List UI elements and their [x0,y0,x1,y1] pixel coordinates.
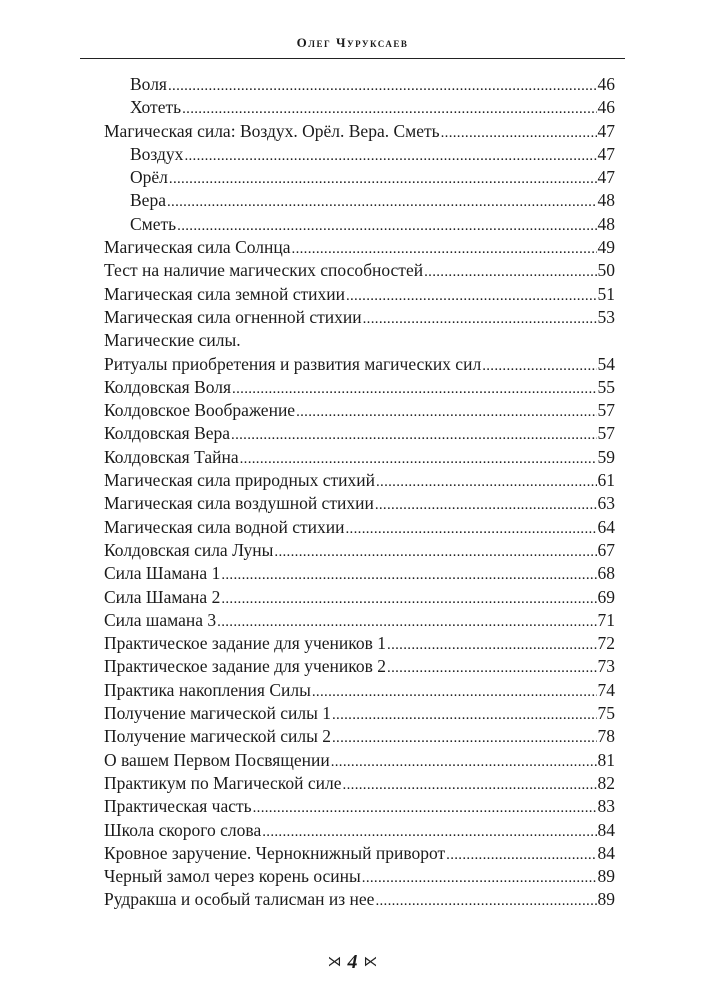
toc-dot-leader [424,261,596,284]
toc-entry-page: 46 [597,97,615,118]
toc-entry[interactable] [104,469,615,492]
toc-entry-page: 51 [597,283,615,304]
toc-entry[interactable] [104,516,615,539]
toc-entry-page: 89 [597,866,615,887]
toc-dot-leader [362,867,597,890]
toc-dot-leader [292,238,597,261]
toc-entry-page: 74 [597,679,615,700]
toc-entry-title: Колдовское Воображение [104,400,296,421]
toc-dot-leader [387,657,596,680]
toc-dot-leader [376,471,597,494]
toc-entry-page: 82 [597,772,615,793]
toc-entry[interactable] [104,236,615,259]
toc-entry-page: 61 [597,470,615,491]
toc-entry[interactable] [104,73,615,96]
toc-entry[interactable] [104,446,615,469]
toc-entry[interactable] [104,399,615,422]
running-header-author: Олег Чуруксаев [296,35,409,50]
toc-entry-title: Колдовская сила Луны [104,539,274,560]
ornament-right-icon: ⋉ [363,955,378,970]
toc-entry[interactable] [104,143,615,166]
toc-entry-title: Сила шамана 3 [104,609,217,630]
toc-dot-leader [331,751,597,774]
toc-dot-leader [240,448,597,471]
toc-entry-title: Хотеть [130,97,182,118]
toc-entry-page: 47 [597,143,615,164]
toc-entry[interactable] [104,819,615,842]
toc-dot-leader [332,704,597,727]
toc-entry-page: 89 [597,889,615,910]
toc-entry-title: Магические силы. [104,330,241,351]
toc-dot-leader [296,401,596,424]
toc-entry-page: 84 [597,819,615,840]
toc-dot-leader [343,774,597,797]
toc-entry[interactable] [104,189,615,212]
toc-entry[interactable] [104,562,615,585]
toc-entry-page: 71 [597,609,615,630]
toc-dot-leader [182,98,596,121]
toc-entry-title: Сметь [130,213,177,234]
toc-entry-page: 47 [597,167,615,188]
toc-entry-title: Магическая сила водной стихии [104,516,345,537]
toc-entry[interactable] [104,422,615,445]
toc-dot-leader [232,378,596,401]
toc-dot-leader [184,145,596,168]
toc-entry-title: Колдовская Тайна [104,446,239,467]
toc-entry-page: 55 [597,376,615,397]
toc-dot-leader [446,844,596,867]
toc-dot-leader [375,890,596,913]
toc-dot-leader [167,191,597,214]
toc-entry-page: 48 [597,213,615,234]
toc-entry[interactable] [104,632,615,655]
toc-dot-leader [346,518,597,541]
toc-entry-page: 68 [597,563,615,584]
toc-entry-title: Магическая сила огненной стихии [104,306,362,327]
toc-entry-page: 73 [597,656,615,677]
toc-entry-title: О вашем Первом Посвящении [104,749,330,770]
page-footer [0,951,705,974]
toc-entry-title: Кровное заручение. Чернокнижный приворот [104,842,446,863]
toc-entry[interactable] [104,120,615,143]
toc-entry-page: 75 [597,703,615,724]
toc-entry[interactable] [104,539,615,562]
toc-entry-title: Орёл [130,167,168,188]
toc-entry-page: 63 [597,493,615,514]
toc-dot-leader [346,285,597,308]
toc-entry-title: Получение магической силы 1 [104,703,331,724]
toc-entry-title: Колдовская Вера [104,423,231,444]
toc-dot-leader [312,681,597,704]
toc-entry[interactable] [104,679,615,702]
toc-entry-page: 64 [597,516,615,537]
toc-dot-leader [375,494,597,517]
toc-entry[interactable] [104,329,615,352]
toc-entry-page: 46 [597,74,615,94]
toc-entry-title: Воля [130,74,167,94]
toc-entry[interactable] [104,376,615,399]
toc-entry-page: 84 [597,842,615,863]
toc-dot-leader [231,424,596,447]
table-of-contents [104,73,615,912]
toc-entry[interactable] [104,749,615,772]
toc-entry[interactable] [104,888,615,911]
toc-entry-title: Вера [130,190,166,211]
toc-entry-page: 48 [597,190,615,211]
toc-entry[interactable] [104,865,615,888]
toc-dot-leader [221,588,596,611]
toc-entry-page: 50 [597,260,615,281]
toc-entry[interactable] [104,702,615,725]
toc-entry-title: Практическое задание для учеников 2 [104,656,387,677]
toc-entry[interactable] [104,795,615,818]
toc-entry[interactable] [104,772,615,795]
toc-dot-leader [169,168,597,191]
toc-entry-title: Черный замол через корень осины [104,866,361,887]
toc-entry[interactable] [104,213,615,236]
toc-entry-page: 78 [597,726,615,747]
toc-dot-leader [387,634,596,657]
toc-entry[interactable] [104,492,615,515]
toc-entry-title: Школа скорого слова [104,819,262,840]
toc-dot-leader [217,611,596,634]
toc-entry-title: Магическая сила земной стихии [104,283,345,304]
toc-entry-page: 57 [597,400,615,421]
toc-entry-page: 83 [597,796,615,817]
toc-entry[interactable] [104,655,615,678]
toc-entry-title: Колдовская Воля [104,376,232,397]
toc-entry-title: Практическое задание для учеников 1 [104,633,387,654]
toc-entry[interactable] [104,96,615,119]
toc-dot-leader [168,75,597,98]
toc-entry[interactable] [104,609,615,632]
page-number: 4 [347,951,358,973]
toc-entry-page: 72 [597,633,615,654]
toc-entry-page: 57 [597,423,615,444]
toc-entry-title: Получение магической силы 2 [104,726,331,747]
toc-entry[interactable] [104,353,615,376]
toc-entry-title: Воздух [130,143,184,164]
toc-entry-title: Магическая сила природных стихий [104,470,375,491]
toc-dot-leader [262,821,596,844]
toc-entry[interactable] [104,586,615,609]
toc-entry-page: 54 [597,353,615,374]
toc-entry-title: Магическая сила: Воздух. Орёл. Вера. Сметь [104,120,440,141]
toc-dot-leader [441,122,597,145]
toc-entry-page: 59 [597,446,615,467]
toc-entry-title: Магическая сила Солнца [104,237,291,258]
toc-entry-title: Сила Шамана 2 [104,586,221,607]
toc-entry[interactable] [104,725,615,748]
toc-dot-leader [221,564,596,587]
toc-dot-leader [482,355,596,378]
toc-entry[interactable] [104,842,615,865]
toc-entry-title: Сила Шамана 1 [104,563,221,584]
header-rule [80,58,625,59]
toc-dot-leader [274,541,596,564]
toc-entry[interactable] [104,283,615,306]
toc-entry-page: 81 [597,749,615,770]
toc-dot-leader [177,215,596,238]
toc-dot-leader [363,308,597,331]
toc-entry[interactable] [104,259,615,282]
toc-entry-title: Практикум по Магической силе [104,772,342,793]
toc-entry-title: Практика накопления Силы [104,679,311,700]
toc-entry-page: 67 [597,539,615,560]
toc-entry[interactable] [104,306,615,329]
toc-entry-title: Практическая часть [104,796,252,817]
toc-entry[interactable] [104,166,615,189]
toc-entry-title: Магическая сила воздушной стихии [104,493,374,514]
toc-entry-title: Рудракша и особый талисман из нее [104,889,375,910]
toc-entry-title: Тест на наличие магических способностей [104,260,424,281]
toc-entry-page: 69 [597,586,615,607]
toc-entry-page: 53 [597,306,615,327]
toc-entry-page: 47 [597,120,615,141]
toc-entry-page: 49 [597,237,615,258]
toc-dot-leader [332,727,597,750]
toc-entry-title: Ритуалы приобретения и развития магических сил [104,353,482,374]
ornament-left-icon: ⋊ [327,955,342,970]
toc-dot-leader [253,797,597,820]
